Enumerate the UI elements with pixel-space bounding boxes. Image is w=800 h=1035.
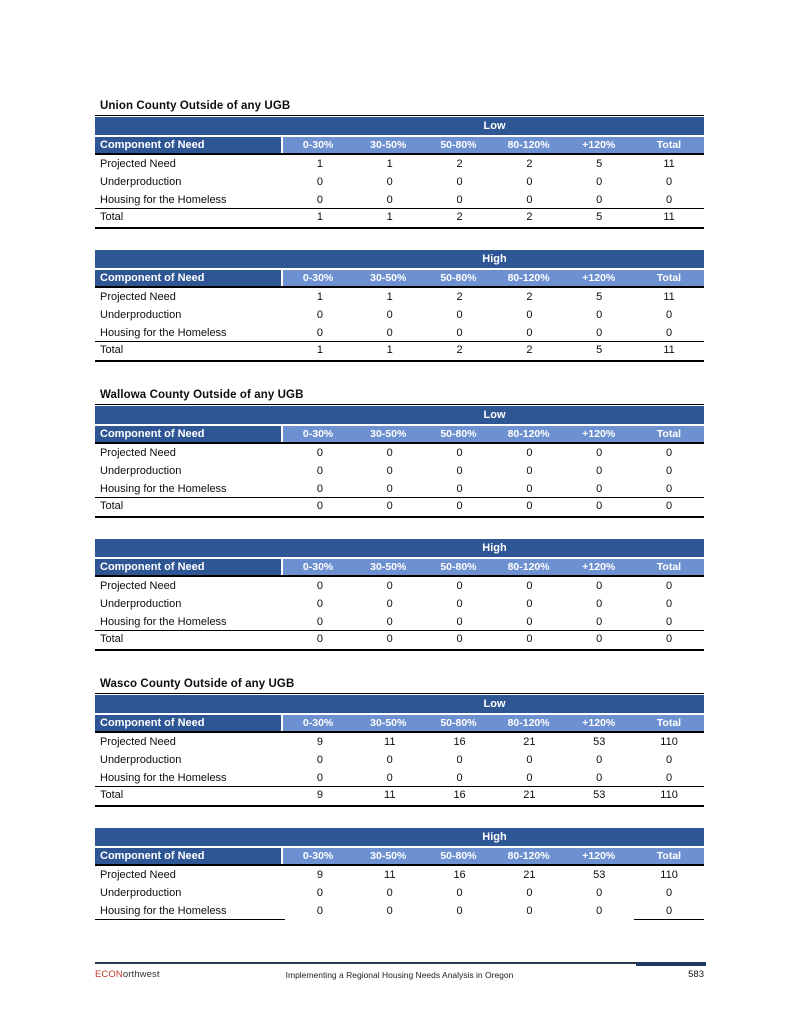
cell-value: 110 <box>660 736 678 748</box>
cell-value: 0 <box>665 176 673 188</box>
table-row <box>95 577 704 595</box>
cell-value: 0 <box>596 905 603 917</box>
cell-value: 2 <box>456 211 463 223</box>
cell-value: 0 <box>316 598 323 610</box>
page-footer <box>95 962 704 980</box>
cell-value: 0 <box>456 327 463 339</box>
column-header: 50-80% <box>423 270 493 286</box>
row-label: Underproduction <box>100 598 182 610</box>
cell-value: 5 <box>596 211 603 223</box>
cell-value: 2 <box>456 291 463 303</box>
cell-value: 0 <box>316 905 323 917</box>
cell-value: 0 <box>316 465 323 477</box>
row-label: Total <box>100 344 124 356</box>
cell-value: 11 <box>663 211 675 223</box>
cell-value: 0 <box>456 598 463 610</box>
cell-value: 0 <box>316 309 323 321</box>
cell-value: 0 <box>456 194 463 206</box>
column-header: +120% <box>564 270 634 286</box>
cell-value: 0 <box>526 887 533 899</box>
column-header: 0-30% <box>283 715 353 731</box>
footer-row <box>95 964 704 980</box>
column-header: 0-30% <box>283 426 353 442</box>
cell-value: 0 <box>316 633 323 645</box>
scenario-band <box>95 695 704 713</box>
cell-value: 0 <box>596 580 603 592</box>
column-header: 50-80% <box>423 426 493 442</box>
scenario-band <box>95 250 704 268</box>
column-header: 80-120% <box>494 137 564 153</box>
column-header: Total <box>634 426 704 442</box>
row-label: Underproduction <box>100 754 182 766</box>
table-row <box>95 733 704 751</box>
cell-value: 0 <box>456 754 463 766</box>
scenario-label: Low <box>483 120 506 132</box>
column-header: 0-30% <box>283 559 353 575</box>
cell-value: 0 <box>316 772 323 784</box>
county-section <box>95 99 704 362</box>
cell-value: 0 <box>456 772 463 784</box>
cell-value: 5 <box>596 158 603 170</box>
table-row <box>95 324 704 342</box>
cell-value: 11 <box>663 344 675 356</box>
column-header: 30-50% <box>353 848 423 864</box>
cell-value: 0 <box>316 887 323 899</box>
cell-value: 1 <box>386 344 393 356</box>
cell-value: 2 <box>456 344 463 356</box>
table-row <box>95 769 704 787</box>
table-header-row <box>95 848 704 866</box>
table-row <box>95 444 704 462</box>
cell-value: 53 <box>593 869 606 881</box>
row-label: Projected Need <box>100 869 176 881</box>
row-label: Underproduction <box>100 887 182 899</box>
table-header-row <box>95 426 704 444</box>
county-section <box>95 677 704 920</box>
cell-value: 0 <box>386 772 393 784</box>
cell-value: 0 <box>386 465 393 477</box>
row-label: Projected Need <box>100 291 176 303</box>
footer-report-title: Implementing a Regional Housing Needs Analysis in Oregon <box>285 970 514 980</box>
column-header: +120% <box>564 848 634 864</box>
band-spacer <box>95 828 285 846</box>
cell-value: 0 <box>316 500 323 512</box>
cell-value: 0 <box>596 465 603 477</box>
total-row <box>95 498 704 518</box>
scenario-band <box>95 406 704 424</box>
column-header: 80-120% <box>494 559 564 575</box>
cell-value: 0 <box>526 633 533 645</box>
cell-value: 0 <box>596 327 603 339</box>
cell-value: 0 <box>386 633 393 645</box>
cell-value: 5 <box>596 291 603 303</box>
cell-value: 0 <box>596 176 603 188</box>
table-row <box>95 480 704 498</box>
cell-value: 0 <box>526 465 533 477</box>
cell-value: 0 <box>526 327 533 339</box>
cell-value: 0 <box>665 465 673 477</box>
page-number: 583 <box>688 969 704 980</box>
cell-value: 9 <box>316 736 323 748</box>
row-label: Underproduction <box>100 176 182 188</box>
cell-value: 0 <box>526 905 533 917</box>
cell-value: 0 <box>456 176 463 188</box>
column-header: Total <box>634 137 704 153</box>
cell-value: 0 <box>456 483 463 495</box>
needs-table <box>95 404 704 518</box>
scenario-band <box>95 117 704 135</box>
cell-value: 11 <box>384 869 396 881</box>
cell-value: 0 <box>316 483 323 495</box>
cell-value: 5 <box>596 344 603 356</box>
needs-table <box>95 539 704 651</box>
cell-value: 1 <box>316 291 323 303</box>
row-label: Housing for the Homeless <box>100 483 227 495</box>
table-row <box>95 751 704 769</box>
row-label: Housing for the Homeless <box>95 902 285 920</box>
component-of-need-header: Component of Need <box>95 137 283 153</box>
cell-value: 0 <box>386 905 393 917</box>
column-header: 50-80% <box>423 848 493 864</box>
column-header: 0-30% <box>283 137 353 153</box>
row-label: Total <box>100 211 124 223</box>
cell-value: 0 <box>665 500 673 512</box>
column-header: 50-80% <box>423 715 493 731</box>
total-row <box>95 342 704 362</box>
cell-value: 2 <box>526 211 533 223</box>
scenario-band <box>95 828 704 846</box>
column-header: 80-120% <box>494 848 564 864</box>
band-spacer <box>95 539 285 557</box>
table-row <box>95 884 704 902</box>
table-header-row <box>95 270 704 288</box>
cell-value: 2 <box>526 158 533 170</box>
cell-value: 0 <box>526 483 533 495</box>
cell-value: 1 <box>316 158 323 170</box>
cell-value: 0 <box>596 483 603 495</box>
cell-value: 0 <box>386 500 393 512</box>
cell-value: 16 <box>453 869 466 881</box>
needs-table <box>95 828 704 920</box>
scenario-label: Low <box>483 409 506 421</box>
band-spacer <box>95 695 285 713</box>
cell-value: 0 <box>665 194 673 206</box>
cell-value: 11 <box>384 736 396 748</box>
table-header-row <box>95 559 704 577</box>
table-row <box>95 866 704 884</box>
cell-value: 53 <box>593 789 606 801</box>
cell-value: 0 <box>386 176 393 188</box>
row-label: Projected Need <box>100 447 176 459</box>
column-header: 80-120% <box>494 270 564 286</box>
column-header: 0-30% <box>283 848 353 864</box>
column-header: 50-80% <box>423 559 493 575</box>
column-header: Total <box>634 848 704 864</box>
column-header: +120% <box>564 559 634 575</box>
column-header: Total <box>634 270 704 286</box>
table-row <box>95 306 704 324</box>
cell-value: 0 <box>456 500 463 512</box>
cell-value: 0 <box>386 580 393 592</box>
table-row <box>95 191 704 209</box>
scenario-label: Low <box>483 698 506 710</box>
cell-value: 1 <box>316 211 323 223</box>
cell-value: 53 <box>593 736 606 748</box>
needs-table <box>95 115 704 229</box>
band-spacer <box>95 117 285 135</box>
cell-value: 2 <box>526 344 533 356</box>
cell-value: 1 <box>386 291 393 303</box>
cell-value: 0 <box>456 616 463 628</box>
column-header: 0-30% <box>283 270 353 286</box>
cell-value: 1 <box>316 344 323 356</box>
logo-econ-text: ECON <box>95 969 123 980</box>
cell-value: 0 <box>596 772 603 784</box>
cell-value: 21 <box>523 789 536 801</box>
table-header-row <box>95 715 704 733</box>
total-row <box>95 209 704 229</box>
cell-value: 0 <box>526 598 533 610</box>
needs-table <box>95 693 704 807</box>
cell-value: 0 <box>665 772 673 784</box>
cell-value: 0 <box>386 887 393 899</box>
cell-value: 0 <box>456 905 463 917</box>
column-header: 30-50% <box>353 715 423 731</box>
cell-value: 0 <box>526 580 533 592</box>
cell-value: 0 <box>526 176 533 188</box>
cell-value: 0 <box>596 309 603 321</box>
cell-value: 2 <box>526 291 533 303</box>
cell-value: 0 <box>596 887 603 899</box>
band-spacer <box>95 250 285 268</box>
band-spacer <box>95 406 285 424</box>
cell-value: 11 <box>663 158 675 170</box>
column-header: 30-50% <box>353 426 423 442</box>
table-row <box>95 462 704 480</box>
table-row <box>95 902 704 920</box>
column-header: +120% <box>564 715 634 731</box>
logo-northwest-text: orthwest <box>122 969 160 980</box>
cell-value: 0 <box>665 327 673 339</box>
scenario-label: High <box>482 831 507 843</box>
table-row <box>95 173 704 191</box>
scenario-label: High <box>482 542 507 554</box>
scenario-label: High <box>482 253 507 265</box>
cell-value: 0 <box>665 309 673 321</box>
column-header: +120% <box>564 137 634 153</box>
column-header: 80-120% <box>494 426 564 442</box>
row-label: Housing for the Homeless <box>100 616 227 628</box>
cell-value: 0 <box>386 616 393 628</box>
cell-value: 16 <box>453 789 466 801</box>
cell-value: 0 <box>316 580 323 592</box>
cell-value: 0 <box>526 754 533 766</box>
row-label: Underproduction <box>100 465 182 477</box>
cell-value: 0 <box>316 327 323 339</box>
column-header: 80-120% <box>494 715 564 731</box>
row-label: Total <box>100 789 124 801</box>
county-heading: Union County Outside of any UGB <box>100 100 291 112</box>
cell-value: 0 <box>316 616 323 628</box>
cell-value: 0 <box>665 447 673 459</box>
column-header: 50-80% <box>423 137 493 153</box>
component-of-need-header: Component of Need <box>95 848 283 864</box>
cell-value: 0 <box>316 194 323 206</box>
cell-value: 0 <box>386 194 393 206</box>
cell-value: 110 <box>660 789 678 801</box>
cell-value: 21 <box>523 736 536 748</box>
row-label: Housing for the Homeless <box>100 772 227 784</box>
total-row <box>95 787 704 807</box>
component-of-need-header: Component of Need <box>95 270 283 286</box>
cell-value: 0 <box>386 483 393 495</box>
component-of-need-header: Component of Need <box>95 426 283 442</box>
column-header: 30-50% <box>353 137 423 153</box>
cell-value: 0 <box>596 500 603 512</box>
cell-value: 0 <box>456 580 463 592</box>
cell-value: 0 <box>665 754 673 766</box>
column-header: 30-50% <box>353 559 423 575</box>
county-section <box>95 388 704 651</box>
cell-value: 11 <box>384 789 396 801</box>
cell-value: 21 <box>523 869 536 881</box>
cell-value: 0 <box>665 616 673 628</box>
cell-value: 0 <box>316 754 323 766</box>
cell-value: 0 <box>526 447 533 459</box>
cell-value: 0 <box>596 633 603 645</box>
cell-value: 0 <box>526 194 533 206</box>
row-label: Housing for the Homeless <box>100 194 227 206</box>
table-row <box>95 155 704 173</box>
cell-value: 0 <box>456 887 463 899</box>
cell-value: 0 <box>526 500 533 512</box>
column-header: Total <box>634 559 704 575</box>
cell-value: 0 <box>386 754 393 766</box>
table-row <box>95 595 704 613</box>
component-of-need-header: Component of Need <box>95 559 283 575</box>
county-heading: Wasco County Outside of any UGB <box>100 678 295 690</box>
cell-value: 0 <box>596 616 603 628</box>
column-header: Total <box>634 715 704 731</box>
cell-value: 0 <box>596 194 603 206</box>
cell-value: 0 <box>456 309 463 321</box>
column-header: +120% <box>564 426 634 442</box>
cell-value: 9 <box>316 869 323 881</box>
row-label: Housing for the Homeless <box>100 327 227 339</box>
component-of-need-header: Component of Need <box>95 715 283 731</box>
cell-value: 0 <box>316 176 323 188</box>
total-row <box>95 631 704 651</box>
cell-value: 0 <box>386 327 393 339</box>
cell-value: 0 <box>596 447 603 459</box>
table-row <box>95 613 704 631</box>
cell-value: 0 <box>456 465 463 477</box>
column-header: 30-50% <box>353 270 423 286</box>
cell-value: 0 <box>526 772 533 784</box>
cell-value: 0 <box>316 447 323 459</box>
table-header-row <box>95 137 704 155</box>
row-label: Total <box>100 500 124 512</box>
cell-value: 0 <box>526 309 533 321</box>
cell-value: 9 <box>316 789 323 801</box>
row-label: Total <box>100 633 124 645</box>
cell-value: 0 <box>596 754 603 766</box>
row-label: Projected Need <box>100 736 176 748</box>
cell-value: 0 <box>665 633 673 645</box>
cell-value: 0 <box>665 580 673 592</box>
cell-value: 0 <box>665 483 673 495</box>
county-heading: Wallowa County Outside of any UGB <box>100 389 304 401</box>
cell-value: 0 <box>634 902 704 920</box>
scenario-band <box>95 539 704 557</box>
cell-value: 2 <box>456 158 463 170</box>
cell-value: 16 <box>453 736 466 748</box>
row-label: Underproduction <box>100 309 182 321</box>
cell-value: 0 <box>386 447 393 459</box>
cell-value: 0 <box>456 447 463 459</box>
cell-value: 1 <box>386 158 393 170</box>
cell-value: 0 <box>386 309 393 321</box>
cell-value: 1 <box>386 211 393 223</box>
cell-value: 11 <box>663 291 675 303</box>
needs-table <box>95 250 704 362</box>
cell-value: 0 <box>665 887 673 899</box>
cell-value: 0 <box>456 633 463 645</box>
cell-value: 0 <box>526 616 533 628</box>
tables-area <box>95 99 704 920</box>
table-row <box>95 288 704 306</box>
row-label: Projected Need <box>100 580 176 592</box>
cell-value: 0 <box>596 598 603 610</box>
cell-value: 0 <box>386 598 393 610</box>
cell-value: 0 <box>665 598 673 610</box>
row-label: Projected Need <box>100 158 176 170</box>
cell-value: 110 <box>660 869 678 881</box>
